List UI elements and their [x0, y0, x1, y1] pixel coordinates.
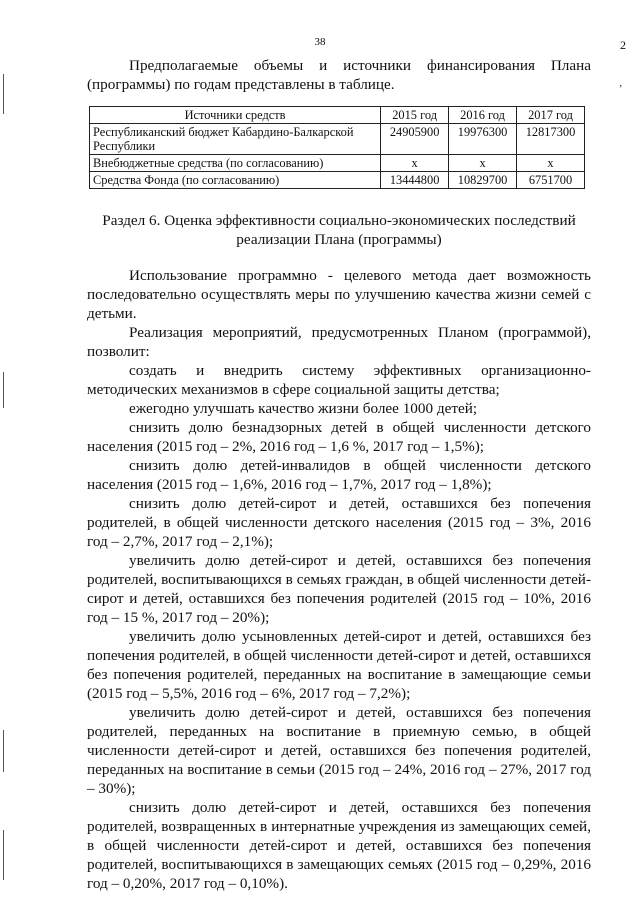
- paragraph: Реализация мероприятий, предусмотренных Планом (программой), позволит:: [87, 324, 591, 360]
- list-item: снизить долю детей-сирот и детей, оставшихся без попечения родителей, возвращенных в интернатные учреждения из замещающих семей, в общей численности детей-сирот и детей, оставшихся без попечения родителей, воспитывающихся в замещающих семьях (2015 год – 0,29%, 2016 год – 0,20%, 2017 год – 0,10%).: [87, 799, 591, 892]
- table-row: [90, 172, 585, 189]
- table-header-cell: 2017 год: [517, 107, 585, 124]
- corner-mark: 2: [620, 38, 626, 52]
- table-cell: 12817300: [517, 124, 585, 155]
- table-cell: 13444800: [381, 172, 449, 189]
- table-cell: х: [449, 155, 517, 172]
- list-item: снизить долю безнадзорных детей в общей численности детского населения (2015 год – 2%, 2016 год – 1,6 %, 2017 год – 1,5%);: [87, 419, 591, 455]
- margin-line: [3, 74, 4, 114]
- list-item: увеличить долю детей-сирот и детей, оставшихся без попечения родителей, переданных на воспитание в приемную семью, в общей численности детей-сирот и детей, оставшихся без попечения родителей, переданных на воспитание в семьи (2015 год – 24%, 2016 год – 27%, 2017 год – 30%);: [87, 704, 591, 797]
- funding-table: [89, 106, 585, 189]
- page-number: 38: [314, 36, 326, 48]
- table-row: [90, 124, 585, 155]
- table-header-cell: 2016 год: [449, 107, 517, 124]
- margin-line: [3, 372, 4, 408]
- table-cell: 19976300: [449, 124, 517, 155]
- margin-line: [3, 730, 4, 772]
- list-item: ежегодно улучшать качество жизни более 1000 детей;: [129, 400, 478, 417]
- table-cell: Внебюджетные средства (по согласованию): [90, 155, 381, 172]
- table-cell: 10829700: [449, 172, 517, 189]
- document-body: [87, 56, 591, 893]
- table-cell: Средства Фонда (по согласованию): [90, 172, 381, 189]
- table-cell: х: [381, 155, 449, 172]
- corner-dot: ,: [619, 78, 622, 89]
- margin-line: [3, 830, 4, 880]
- section-body: [87, 266, 591, 893]
- table-header-row: [90, 107, 585, 124]
- list-item: создать и внедрить систему эффективных организационно-методических механизмов в сфере социальной защиты детства;: [87, 362, 591, 398]
- table-header-cell: Источники средств: [90, 107, 381, 124]
- list-item: снизить долю детей-сирот и детей, оставшихся без попечения родителей, в общей численности детского населения (2015 год – 3%, 2016 год – 2,7%, 2017 год – 2,1%);: [87, 495, 591, 550]
- table-cell: 24905900: [381, 124, 449, 155]
- list-item: увеличить долю детей-сирот и детей, оставшихся без попечения родителей, воспитывающихся в семьях граждан, в общей численности детей-сирот и детей, оставшихся без попечения родителей (2015 год – 10%, 2016 год – 15 %, 2017 год – 20%);: [87, 552, 591, 626]
- table-row: [90, 155, 585, 172]
- intro-paragraph: Предполагаемые объемы и источники финансирования Плана (программы) по годам представлены в таблице.: [87, 57, 591, 93]
- section-title: Раздел 6. Оценка эффективности социально-экономических последствий реализации Плана (программы): [102, 212, 576, 248]
- table-header-cell: 2015 год: [381, 107, 449, 124]
- list-item: снизить долю детей-инвалидов в общей численности детского населения (2015 год – 1,6%, 2016 год – 1,7%, 2017 год – 1,8%);: [87, 457, 591, 493]
- list-item: увеличить долю усыновленных детей-сирот и детей, оставшихся без попечения родителей, в общей численности детей-сирот и детей, оставшихся без попечения родителей, переданных на воспитание в замещающие семьи (2015 год – 5,5%, 2016 год – 6%, 2017 год – 7,2%);: [87, 628, 591, 702]
- table-cell: 6751700: [517, 172, 585, 189]
- table-cell: х: [517, 155, 585, 172]
- paragraph: Использование программно - целевого метода дает возможность последовательно осуществлять меры по улучшению качества жизни семей с детьми.: [87, 267, 591, 322]
- table-cell: Республиканский бюджет Кабардино-Балкарской Республики: [90, 124, 381, 155]
